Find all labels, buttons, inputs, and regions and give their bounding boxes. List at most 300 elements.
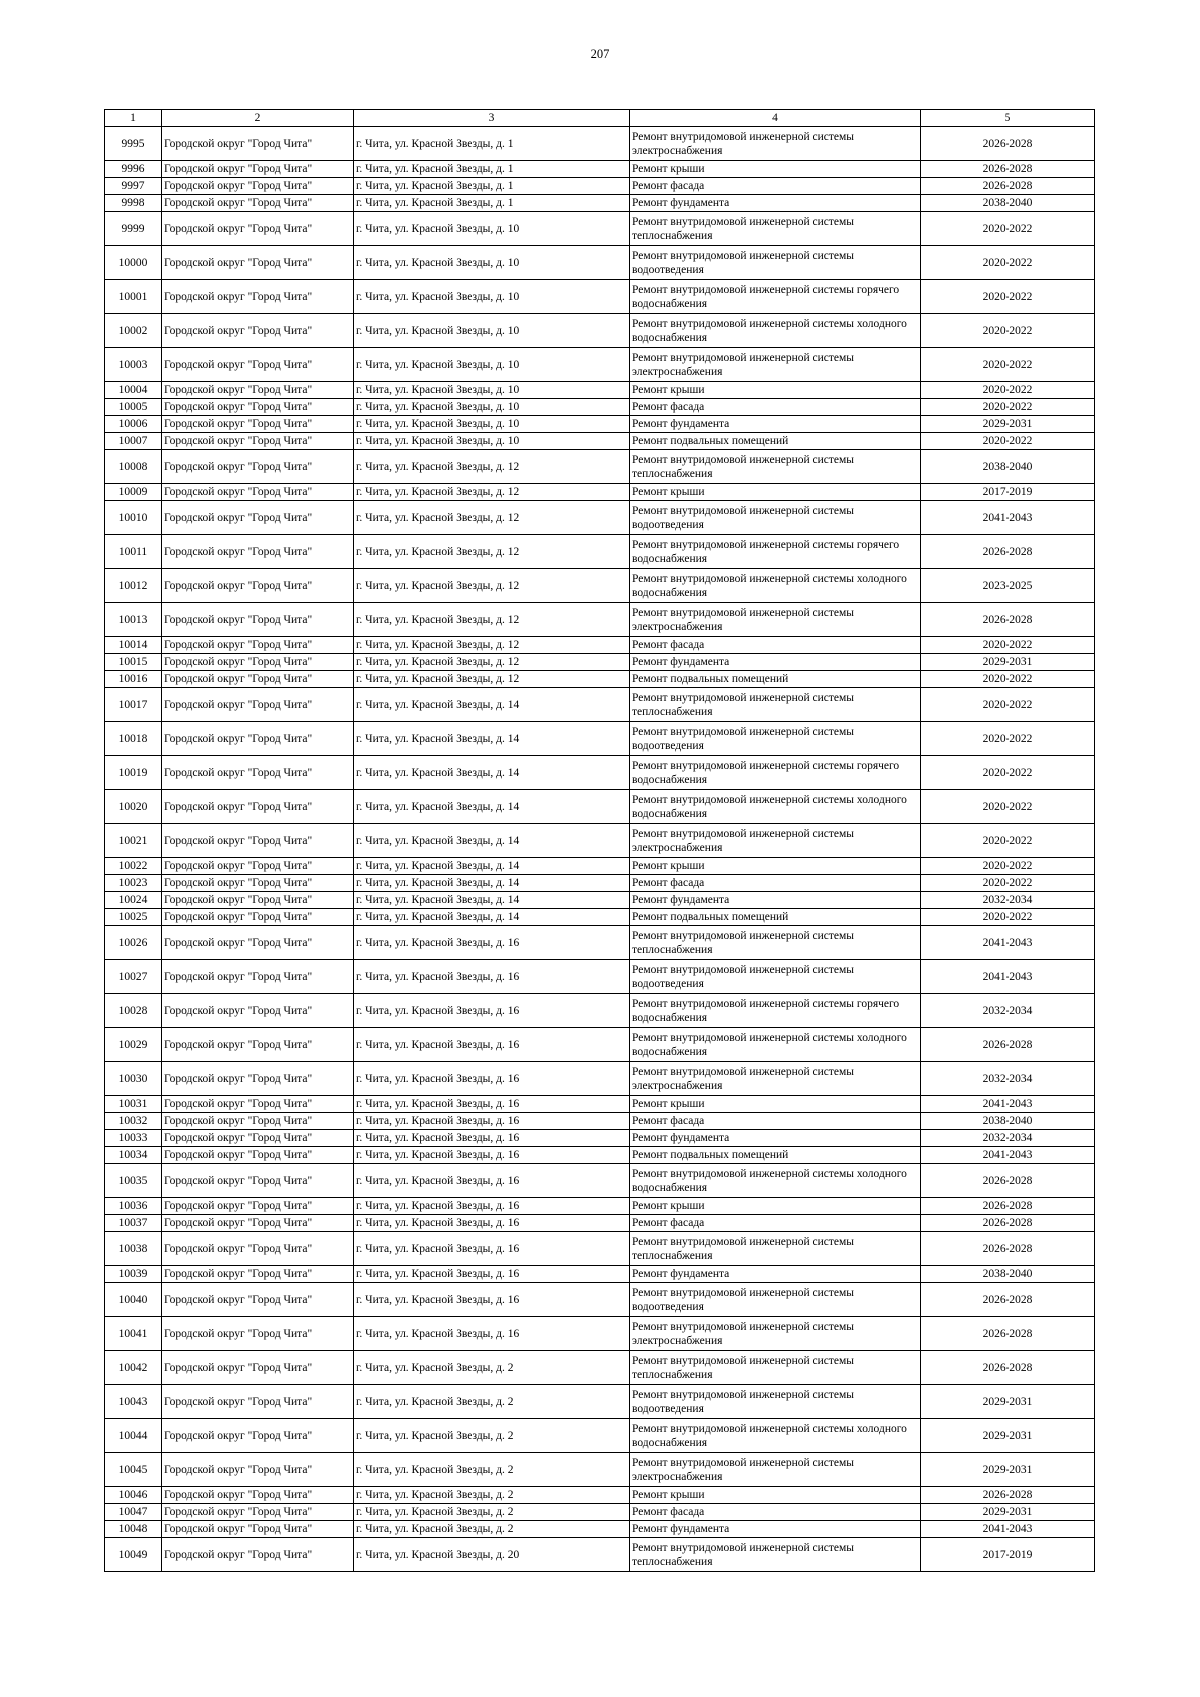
- period-cell: 2029-2031: [921, 1385, 1095, 1419]
- table-row: [105, 637, 1095, 654]
- period-cell: 2041-2043: [921, 1147, 1095, 1164]
- table-row: [105, 1419, 1095, 1453]
- work-type-cell: Ремонт подвальных помещений: [630, 909, 921, 926]
- table-row: [105, 1096, 1095, 1113]
- municipality-cell: Городской округ "Город Чита": [162, 382, 354, 399]
- work-type-cell: Ремонт фасада: [630, 1504, 921, 1521]
- municipality-cell: Городской округ "Город Чита": [162, 926, 354, 960]
- address-cell: г. Чита, ул. Красной Звезды, д. 1: [354, 178, 630, 195]
- table-row: [105, 416, 1095, 433]
- period-cell: 2020-2022: [921, 875, 1095, 892]
- work-type-cell: Ремонт внутридомовой инженерной системы электроснабжения: [630, 824, 921, 858]
- address-cell: г. Чита, ул. Красной Звезды, д. 16: [354, 1147, 630, 1164]
- table-row: [105, 1062, 1095, 1096]
- work-type-cell: Ремонт внутридомовой инженерной системы горячего водоснабжения: [630, 280, 921, 314]
- municipality-cell: Городской округ "Город Чита": [162, 212, 354, 246]
- row-number: 10014: [105, 637, 162, 654]
- municipality-cell: Городской округ "Город Чита": [162, 892, 354, 909]
- row-number: 10004: [105, 382, 162, 399]
- row-number: 10049: [105, 1538, 162, 1572]
- period-cell: 2020-2022: [921, 314, 1095, 348]
- row-number: 10021: [105, 824, 162, 858]
- address-cell: г. Чита, ул. Красной Звезды, д. 1: [354, 127, 630, 161]
- work-type-cell: Ремонт фасада: [630, 399, 921, 416]
- period-cell: 2026-2028: [921, 1198, 1095, 1215]
- municipality-cell: Городской округ "Город Чита": [162, 569, 354, 603]
- work-type-cell: Ремонт внутридомовой инженерной системы электроснабжения: [630, 1062, 921, 1096]
- work-type-cell: Ремонт крыши: [630, 484, 921, 501]
- period-cell: 2020-2022: [921, 348, 1095, 382]
- municipality-cell: Городской округ "Город Чита": [162, 994, 354, 1028]
- municipality-cell: Городской округ "Город Чита": [162, 535, 354, 569]
- municipality-cell: Городской округ "Город Чита": [162, 1317, 354, 1351]
- municipality-cell: Городской округ "Город Чита": [162, 450, 354, 484]
- address-cell: г. Чита, ул. Красной Звезды, д. 10: [354, 433, 630, 450]
- row-number: 10029: [105, 1028, 162, 1062]
- address-cell: г. Чита, ул. Красной Звезды, д. 14: [354, 824, 630, 858]
- table-row: [105, 195, 1095, 212]
- page-number: 207: [590, 47, 610, 61]
- table-row: [105, 1215, 1095, 1232]
- address-cell: г. Чита, ул. Красной Звезды, д. 16: [354, 1062, 630, 1096]
- work-type-cell: Ремонт внутридомовой инженерной системы водоотведения: [630, 501, 921, 535]
- work-type-cell: Ремонт внутридомовой инженерной системы электроснабжения: [630, 348, 921, 382]
- table-row: [105, 960, 1095, 994]
- work-type-cell: Ремонт внутридомовой инженерной системы водоотведения: [630, 1385, 921, 1419]
- address-cell: г. Чита, ул. Красной Звезды, д. 16: [354, 960, 630, 994]
- work-type-cell: Ремонт внутридомовой инженерной системы холодного водоснабжения: [630, 790, 921, 824]
- municipality-cell: Городской округ "Город Чита": [162, 858, 354, 875]
- municipality-cell: Городской округ "Город Чита": [162, 637, 354, 654]
- address-cell: г. Чита, ул. Красной Звезды, д. 2: [354, 1351, 630, 1385]
- address-cell: г. Чита, ул. Красной Звезды, д. 12: [354, 671, 630, 688]
- work-type-cell: Ремонт крыши: [630, 1487, 921, 1504]
- period-cell: 2029-2031: [921, 1419, 1095, 1453]
- address-cell: г. Чита, ул. Красной Звезды, д. 16: [354, 1266, 630, 1283]
- table-row: [105, 1453, 1095, 1487]
- row-number: 10047: [105, 1504, 162, 1521]
- municipality-cell: Городской округ "Город Чита": [162, 603, 354, 637]
- row-number: 10037: [105, 1215, 162, 1232]
- municipality-cell: Городской округ "Город Чита": [162, 909, 354, 926]
- table-row: [105, 1538, 1095, 1572]
- row-number: 10010: [105, 501, 162, 535]
- work-type-cell: Ремонт фундамента: [630, 1130, 921, 1147]
- municipality-cell: Городской округ "Город Чита": [162, 654, 354, 671]
- address-cell: г. Чита, ул. Красной Звезды, д. 16: [354, 1317, 630, 1351]
- municipality-cell: Городской округ "Город Чита": [162, 484, 354, 501]
- row-number: 10003: [105, 348, 162, 382]
- work-type-cell: Ремонт внутридомовой инженерной системы теплоснабжения: [630, 1351, 921, 1385]
- municipality-cell: Городской округ "Город Чита": [162, 1453, 354, 1487]
- row-number: 10031: [105, 1096, 162, 1113]
- period-cell: 2038-2040: [921, 1113, 1095, 1130]
- period-cell: 2020-2022: [921, 909, 1095, 926]
- municipality-cell: Городской округ "Город Чита": [162, 1232, 354, 1266]
- address-cell: г. Чита, ул. Красной Звезды, д. 16: [354, 926, 630, 960]
- work-type-cell: Ремонт внутридомовой инженерной системы теплоснабжения: [630, 688, 921, 722]
- municipality-cell: Городской округ "Город Чита": [162, 1385, 354, 1419]
- period-cell: 2029-2031: [921, 416, 1095, 433]
- period-cell: 2020-2022: [921, 399, 1095, 416]
- address-cell: г. Чита, ул. Красной Звезды, д. 1: [354, 161, 630, 178]
- work-type-cell: Ремонт внутридомовой инженерной системы горячего водоснабжения: [630, 535, 921, 569]
- work-type-cell: Ремонт крыши: [630, 1096, 921, 1113]
- table-row: [105, 1130, 1095, 1147]
- table-row: [105, 1385, 1095, 1419]
- work-type-cell: Ремонт внутридомовой инженерной системы горячего водоснабжения: [630, 994, 921, 1028]
- address-cell: г. Чита, ул. Красной Звезды, д. 12: [354, 535, 630, 569]
- row-number: 10038: [105, 1232, 162, 1266]
- row-number: 10007: [105, 433, 162, 450]
- table-row: [105, 127, 1095, 161]
- address-cell: г. Чита, ул. Красной Звезды, д. 12: [354, 603, 630, 637]
- address-cell: г. Чита, ул. Красной Звезды, д. 16: [354, 1164, 630, 1198]
- address-cell: г. Чита, ул. Красной Звезды, д. 16: [354, 1283, 630, 1317]
- municipality-cell: Городской округ "Город Чита": [162, 280, 354, 314]
- row-number: 10041: [105, 1317, 162, 1351]
- row-number: 9998: [105, 195, 162, 212]
- work-type-cell: Ремонт внутридомовой инженерной системы холодного водоснабжения: [630, 314, 921, 348]
- table-row: [105, 535, 1095, 569]
- row-number: 10027: [105, 960, 162, 994]
- municipality-cell: Городской округ "Город Чита": [162, 416, 354, 433]
- period-cell: 2029-2031: [921, 1453, 1095, 1487]
- period-cell: 2020-2022: [921, 790, 1095, 824]
- period-cell: 2020-2022: [921, 824, 1095, 858]
- period-cell: 2029-2031: [921, 1504, 1095, 1521]
- address-cell: г. Чита, ул. Красной Звезды, д. 16: [354, 1028, 630, 1062]
- address-cell: г. Чита, ул. Красной Звезды, д. 16: [354, 1113, 630, 1130]
- work-type-cell: Ремонт внутридомовой инженерной системы теплоснабжения: [630, 1538, 921, 1572]
- table-row: [105, 654, 1095, 671]
- row-number: 10032: [105, 1113, 162, 1130]
- work-type-cell: Ремонт подвальных помещений: [630, 1147, 921, 1164]
- address-cell: г. Чита, ул. Красной Звезды, д. 2: [354, 1487, 630, 1504]
- table-row: [105, 382, 1095, 399]
- table-row: [105, 450, 1095, 484]
- work-type-cell: Ремонт фундамента: [630, 654, 921, 671]
- municipality-cell: Городской округ "Город Чита": [162, 399, 354, 416]
- period-cell: 2041-2043: [921, 1096, 1095, 1113]
- table-header: [105, 110, 1095, 127]
- period-cell: 2032-2034: [921, 994, 1095, 1028]
- municipality-cell: Городской округ "Город Чита": [162, 1062, 354, 1096]
- period-cell: 2020-2022: [921, 671, 1095, 688]
- period-cell: 2026-2028: [921, 1215, 1095, 1232]
- municipality-cell: Городской округ "Город Чита": [162, 1538, 354, 1572]
- row-number: 10044: [105, 1419, 162, 1453]
- table-row: [105, 603, 1095, 637]
- header-row: [105, 110, 1095, 127]
- table-row: [105, 433, 1095, 450]
- row-number: 10005: [105, 399, 162, 416]
- work-type-cell: Ремонт фасада: [630, 1113, 921, 1130]
- period-cell: 2020-2022: [921, 246, 1095, 280]
- row-number: 10039: [105, 1266, 162, 1283]
- row-number: 10042: [105, 1351, 162, 1385]
- row-number: 10034: [105, 1147, 162, 1164]
- work-type-cell: Ремонт фасада: [630, 637, 921, 654]
- period-cell: 2026-2028: [921, 178, 1095, 195]
- address-cell: г. Чита, ул. Красной Звезды, д. 14: [354, 790, 630, 824]
- work-type-cell: Ремонт фундамента: [630, 195, 921, 212]
- municipality-cell: Городской округ "Город Чита": [162, 1113, 354, 1130]
- row-number: 9997: [105, 178, 162, 195]
- work-type-cell: Ремонт внутридомовой инженерной системы холодного водоснабжения: [630, 1419, 921, 1453]
- municipality-cell: Городской округ "Город Чита": [162, 195, 354, 212]
- work-type-cell: Ремонт фасада: [630, 875, 921, 892]
- period-cell: 2032-2034: [921, 892, 1095, 909]
- municipality-cell: Городской округ "Город Чита": [162, 1164, 354, 1198]
- table-row: [105, 892, 1095, 909]
- row-number: 10012: [105, 569, 162, 603]
- period-cell: 2026-2028: [921, 535, 1095, 569]
- address-cell: г. Чита, ул. Красной Звезды, д. 16: [354, 994, 630, 1028]
- address-cell: г. Чита, ул. Красной Звезды, д. 12: [354, 569, 630, 603]
- column-header-4: 4: [630, 110, 921, 127]
- table-row: [105, 1198, 1095, 1215]
- municipality-cell: Городской округ "Город Чита": [162, 1028, 354, 1062]
- municipality-cell: Городской округ "Город Чита": [162, 756, 354, 790]
- work-type-cell: Ремонт крыши: [630, 382, 921, 399]
- period-cell: 2038-2040: [921, 1266, 1095, 1283]
- period-cell: 2020-2022: [921, 756, 1095, 790]
- period-cell: 2038-2040: [921, 450, 1095, 484]
- row-number: 10008: [105, 450, 162, 484]
- table-row: [105, 314, 1095, 348]
- municipality-cell: Городской округ "Город Чита": [162, 1266, 354, 1283]
- table-row: [105, 909, 1095, 926]
- work-type-cell: Ремонт подвальных помещений: [630, 433, 921, 450]
- municipality-cell: Городской округ "Город Чита": [162, 1096, 354, 1113]
- work-type-cell: Ремонт крыши: [630, 1198, 921, 1215]
- address-cell: г. Чита, ул. Красной Звезды, д. 10: [354, 212, 630, 246]
- table-row: [105, 280, 1095, 314]
- row-number: 10045: [105, 1453, 162, 1487]
- row-number: 10002: [105, 314, 162, 348]
- row-number: 10022: [105, 858, 162, 875]
- period-cell: 2020-2022: [921, 382, 1095, 399]
- address-cell: г. Чита, ул. Красной Звезды, д. 10: [354, 280, 630, 314]
- municipality-cell: Городской округ "Город Чита": [162, 671, 354, 688]
- address-cell: г. Чита, ул. Красной Звезды, д. 12: [354, 654, 630, 671]
- row-number: 10015: [105, 654, 162, 671]
- table-row: [105, 1147, 1095, 1164]
- table-row: [105, 824, 1095, 858]
- address-cell: г. Чита, ул. Красной Звезды, д. 12: [354, 501, 630, 535]
- address-cell: г. Чита, ул. Красной Звезды, д. 16: [354, 1198, 630, 1215]
- address-cell: г. Чита, ул. Красной Звезды, д. 14: [354, 875, 630, 892]
- row-number: 10035: [105, 1164, 162, 1198]
- period-cell: 2026-2028: [921, 1317, 1095, 1351]
- table-row: [105, 161, 1095, 178]
- period-cell: 2041-2043: [921, 960, 1095, 994]
- address-cell: г. Чита, ул. Красной Звезды, д. 20: [354, 1538, 630, 1572]
- period-cell: 2026-2028: [921, 1351, 1095, 1385]
- table-row: [105, 1283, 1095, 1317]
- municipality-cell: Городской округ "Город Чита": [162, 688, 354, 722]
- period-cell: 2017-2019: [921, 1538, 1095, 1572]
- work-type-cell: Ремонт внутридомовой инженерной системы водоотведения: [630, 246, 921, 280]
- address-cell: г. Чита, ул. Красной Звезды, д. 2: [354, 1504, 630, 1521]
- municipality-cell: Городской округ "Город Чита": [162, 1351, 354, 1385]
- table-row: [105, 1232, 1095, 1266]
- row-number: 10009: [105, 484, 162, 501]
- work-type-cell: Ремонт внутридомовой инженерной системы электроснабжения: [630, 127, 921, 161]
- address-cell: г. Чита, ул. Красной Звезды, д. 14: [354, 722, 630, 756]
- row-number: 10001: [105, 280, 162, 314]
- municipality-cell: Городской округ "Город Чита": [162, 1419, 354, 1453]
- address-cell: г. Чита, ул. Красной Звезды, д. 14: [354, 688, 630, 722]
- table-row: [105, 1266, 1095, 1283]
- table-row: [105, 501, 1095, 535]
- row-number: 10033: [105, 1130, 162, 1147]
- period-cell: 2032-2034: [921, 1130, 1095, 1147]
- period-cell: 2020-2022: [921, 433, 1095, 450]
- row-number: 10024: [105, 892, 162, 909]
- column-header-2: 2: [162, 110, 354, 127]
- work-type-cell: Ремонт внутридомовой инженерной системы водоотведения: [630, 1283, 921, 1317]
- period-cell: 2020-2022: [921, 637, 1095, 654]
- row-number: 10026: [105, 926, 162, 960]
- row-number: 9995: [105, 127, 162, 161]
- capital-repair-table: [104, 109, 1095, 1572]
- work-type-cell: Ремонт внутридомовой инженерной системы теплоснабжения: [630, 450, 921, 484]
- period-cell: 2026-2028: [921, 603, 1095, 637]
- table-row: [105, 756, 1095, 790]
- work-type-cell: Ремонт фундамента: [630, 892, 921, 909]
- municipality-cell: Городской округ "Город Чита": [162, 246, 354, 280]
- row-number: 10023: [105, 875, 162, 892]
- period-cell: 2020-2022: [921, 280, 1095, 314]
- municipality-cell: Городской округ "Город Чита": [162, 1487, 354, 1504]
- municipality-cell: Городской округ "Город Чита": [162, 1521, 354, 1538]
- municipality-cell: Городской округ "Город Чита": [162, 1504, 354, 1521]
- municipality-cell: Городской округ "Город Чита": [162, 161, 354, 178]
- municipality-cell: Городской округ "Город Чита": [162, 1198, 354, 1215]
- address-cell: г. Чита, ул. Красной Звезды, д. 10: [354, 399, 630, 416]
- municipality-cell: Городской округ "Город Чита": [162, 1283, 354, 1317]
- table-row: [105, 1113, 1095, 1130]
- address-cell: г. Чита, ул. Красной Звезды, д. 14: [354, 909, 630, 926]
- table-row: [105, 688, 1095, 722]
- table-row: [105, 399, 1095, 416]
- table-row: [105, 926, 1095, 960]
- address-cell: г. Чита, ул. Красной Звезды, д. 10: [354, 348, 630, 382]
- period-cell: 2029-2031: [921, 654, 1095, 671]
- table-row: [105, 875, 1095, 892]
- table-row: [105, 1317, 1095, 1351]
- period-cell: 2026-2028: [921, 127, 1095, 161]
- table-row: [105, 1351, 1095, 1385]
- address-cell: г. Чита, ул. Красной Звезды, д. 2: [354, 1419, 630, 1453]
- municipality-cell: Городской округ "Город Чита": [162, 178, 354, 195]
- table-row: [105, 1164, 1095, 1198]
- work-type-cell: Ремонт подвальных помещений: [630, 671, 921, 688]
- column-header-3: 3: [354, 110, 630, 127]
- row-number: 10006: [105, 416, 162, 433]
- address-cell: г. Чита, ул. Красной Звезды, д. 14: [354, 858, 630, 875]
- row-number: 10013: [105, 603, 162, 637]
- address-cell: г. Чита, ул. Красной Звезды, д. 1: [354, 195, 630, 212]
- period-cell: 2026-2028: [921, 1283, 1095, 1317]
- municipality-cell: Городской округ "Город Чита": [162, 875, 354, 892]
- table-row: [105, 569, 1095, 603]
- period-cell: 2026-2028: [921, 161, 1095, 178]
- column-header-1: 1: [105, 110, 162, 127]
- municipality-cell: Городской округ "Город Чита": [162, 127, 354, 161]
- table-row: [105, 1504, 1095, 1521]
- address-cell: г. Чита, ул. Красной Звезды, д. 14: [354, 756, 630, 790]
- row-number: 10048: [105, 1521, 162, 1538]
- work-type-cell: Ремонт внутридомовой инженерной системы теплоснабжения: [630, 926, 921, 960]
- table-row: [105, 348, 1095, 382]
- column-header-5: 5: [921, 110, 1095, 127]
- table-row: [105, 246, 1095, 280]
- period-cell: 2017-2019: [921, 484, 1095, 501]
- period-cell: 2026-2028: [921, 1232, 1095, 1266]
- row-number: 10019: [105, 756, 162, 790]
- municipality-cell: Городской округ "Город Чита": [162, 314, 354, 348]
- period-cell: 2041-2043: [921, 926, 1095, 960]
- table-row: [105, 1487, 1095, 1504]
- work-type-cell: Ремонт фасада: [630, 1215, 921, 1232]
- table-row: [105, 722, 1095, 756]
- municipality-cell: Городской округ "Город Чита": [162, 960, 354, 994]
- work-type-cell: Ремонт внутридомовой инженерной системы электроснабжения: [630, 1317, 921, 1351]
- address-cell: г. Чита, ул. Красной Звезды, д. 16: [354, 1215, 630, 1232]
- address-cell: г. Чита, ул. Красной Звезды, д. 12: [354, 637, 630, 654]
- period-cell: 2020-2022: [921, 688, 1095, 722]
- work-type-cell: Ремонт внутридомовой инженерной системы холодного водоснабжения: [630, 1164, 921, 1198]
- municipality-cell: Городской округ "Город Чита": [162, 824, 354, 858]
- period-cell: 2041-2043: [921, 1521, 1095, 1538]
- row-number: 9999: [105, 212, 162, 246]
- row-number: 10046: [105, 1487, 162, 1504]
- period-cell: 2020-2022: [921, 722, 1095, 756]
- period-cell: 2020-2022: [921, 212, 1095, 246]
- address-cell: г. Чита, ул. Красной Звезды, д. 2: [354, 1453, 630, 1487]
- period-cell: 2026-2028: [921, 1028, 1095, 1062]
- table-row: [105, 858, 1095, 875]
- municipality-cell: Городской округ "Город Чита": [162, 1130, 354, 1147]
- work-type-cell: Ремонт фундамента: [630, 416, 921, 433]
- row-number: 10017: [105, 688, 162, 722]
- work-type-cell: Ремонт внутридомовой инженерной системы водоотведения: [630, 960, 921, 994]
- municipality-cell: Городской округ "Город Чита": [162, 1215, 354, 1232]
- address-cell: г. Чита, ул. Красной Звезды, д. 2: [354, 1521, 630, 1538]
- row-number: 9996: [105, 161, 162, 178]
- period-cell: 2041-2043: [921, 501, 1095, 535]
- table-row: [105, 790, 1095, 824]
- row-number: 10018: [105, 722, 162, 756]
- row-number: 10028: [105, 994, 162, 1028]
- work-type-cell: Ремонт внутридомовой инженерной системы электроснабжения: [630, 1453, 921, 1487]
- table-row: [105, 212, 1095, 246]
- work-type-cell: Ремонт внутридомовой инженерной системы холодного водоснабжения: [630, 569, 921, 603]
- row-number: 10020: [105, 790, 162, 824]
- work-type-cell: Ремонт фасада: [630, 178, 921, 195]
- municipality-cell: Городской округ "Город Чита": [162, 348, 354, 382]
- address-cell: г. Чита, ул. Красной Звезды, д. 2: [354, 1385, 630, 1419]
- period-cell: 2023-2025: [921, 569, 1095, 603]
- work-type-cell: Ремонт фундамента: [630, 1521, 921, 1538]
- address-cell: г. Чита, ул. Красной Звезды, д. 16: [354, 1232, 630, 1266]
- table-row: [105, 484, 1095, 501]
- address-cell: г. Чита, ул. Красной Звезды, д. 10: [354, 382, 630, 399]
- table-row: [105, 1028, 1095, 1062]
